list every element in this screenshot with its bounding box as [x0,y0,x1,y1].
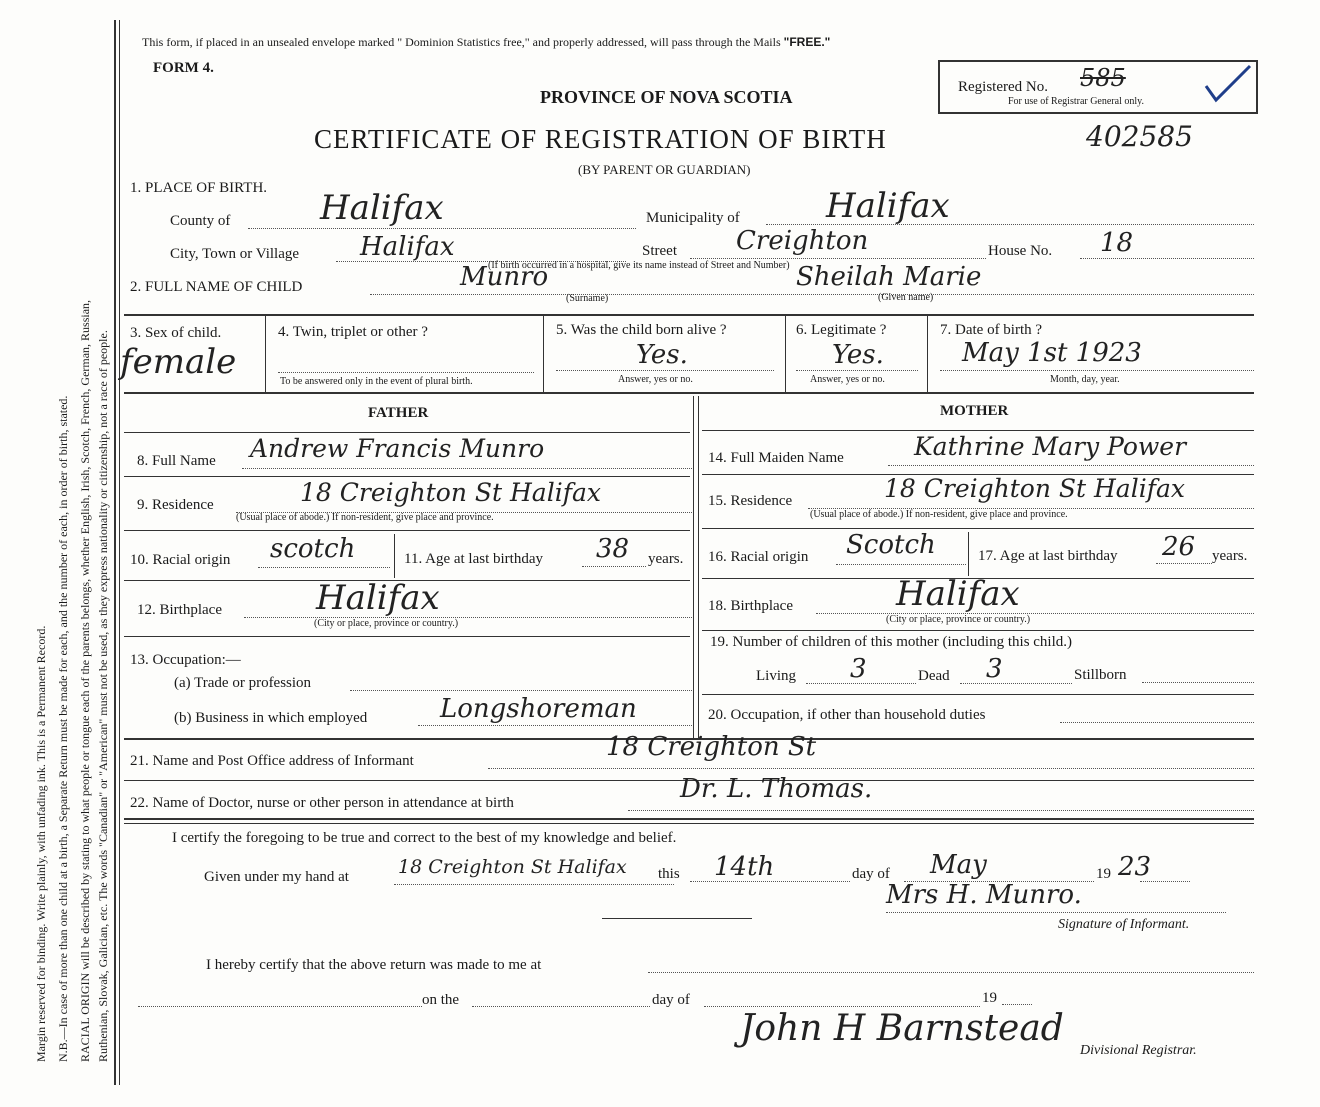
county-line [248,228,636,229]
mother-residence-value: 18 Creighton St Halifax [884,474,1185,503]
doctor-value: Dr. L. Thomas. [680,774,873,804]
mother-name-label: 14. Full Maiden Name [708,450,844,466]
margin-note-binding: Margin reserved for binding. Write plainly, with unfading ink. This is a Permanent Record. [34,625,48,1062]
born-alive-label: 5. Was the child born alive ? [556,322,727,338]
dead-label: Dead [918,668,950,684]
mail-notice-free: "FREE." [783,35,831,49]
dob-value: May 1st 1923 [962,338,1142,368]
informant-signature-line [886,912,1226,913]
given-name-caption: (Given name) [878,292,934,303]
given-under-hand-label: Given under my hand at [204,869,349,885]
given-place-line [394,884,674,885]
mother-residence-caption: (Usual place of abode.) If non-resident, give place and province. [810,509,1068,520]
business-label: (b) Business in which employed [174,710,368,726]
father-residence-caption: (Usual place of abode.) If non-resident, give place and province. [236,512,494,523]
day-of-label: day of [852,866,890,882]
father-race-value: scotch [270,534,356,564]
father-age-line [582,566,646,567]
rule-row-9 [124,530,690,531]
father-age-value: 38 [596,534,630,564]
legitimate-label: 6. Legitimate ? [796,322,887,338]
rule-mother-heading [702,430,1254,431]
mail-notice-text: This form, if placed in an unsealed envelope marked " Dominion Statistics free," and properly addressed, will pass through the Mails [142,35,781,49]
rule-row-3-bottom [124,392,1254,394]
mail-notice [142,35,830,50]
dob-caption: Month, day, year. [1050,374,1120,385]
doctor-line [628,810,1254,811]
doctor-label: 22. Name of Doctor, nurse or other person in attendance at birth [130,795,514,811]
mother-age-value: 26 [1162,532,1196,562]
informant-line [488,768,1254,769]
rule-row-8 [124,476,690,477]
place-of-birth-label: 1. PLACE OF BIRTH. [130,180,268,196]
child-given-name-value: Sheilah Marie [796,262,982,292]
rule-col-twin [543,316,544,392]
rule-signature-left [602,918,752,919]
rule-row-15 [702,528,1254,529]
rule-row-22-double [124,823,1254,824]
registrar-signature-caption: Divisional Registrar. [1080,1043,1197,1058]
mother-race-label: 16. Racial origin [708,549,809,565]
registrar-place-line [648,972,1254,973]
street-line [690,258,986,259]
house-number-line [1080,258,1254,259]
certificate-number: 402585 [1086,120,1193,153]
rule-row-3-top [124,314,1254,316]
checkmark-icon [1202,64,1254,104]
rule-father-heading [124,432,690,433]
rule-father-race [394,534,395,578]
county-label: County of [170,213,231,229]
business-value: Longshoreman [440,694,637,724]
mother-age-line [1156,563,1212,564]
province-heading: PROVINCE OF NOVA SCOTIA [540,87,793,107]
twin-note: To be answered only in the event of plural birth. [280,376,473,387]
this-label: this [658,866,680,882]
twin-label: 4. Twin, triplet or other ? [278,324,428,340]
informant-signature: Mrs H. Munro. [886,880,1082,910]
registered-number-box [938,60,1258,114]
municipality-value: Halifax [826,186,950,226]
form-number: FORM 4. [153,60,214,76]
mother-occupation-line [1060,722,1254,723]
father-residence-value: 18 Creighton St Halifax [300,478,601,507]
father-birthplace-value: Halifax [316,578,440,618]
born-alive-caption: Answer, yes or no. [618,374,693,385]
registrar-day-line [472,1006,650,1007]
rule-mother-race [968,532,969,576]
registrar-year-line [1002,1004,1032,1005]
mother-heading: MOTHER [940,403,1009,419]
street-value: Creighton [736,226,869,256]
mother-name-line [888,465,1254,466]
informant-value: 18 Creighton St [606,732,817,762]
on-the-label: on the [422,992,460,1008]
hospital-note: (If birth occurred in a hospital, give its name instead of Street and Number) [488,260,790,271]
mother-age-label: 17. Age at last birthday [978,548,1118,564]
legitimate-value: Yes. [832,340,884,370]
rule-col-legit [927,316,928,392]
year-value: 23 [1118,852,1152,882]
mother-race-value: Scotch [846,530,936,560]
registrar-year-prefix: 19 [982,990,997,1006]
living-value: 3 [850,654,867,684]
registrar-month-line [704,1006,980,1007]
father-birthplace-label: 12. Birthplace [137,602,222,618]
mother-birthplace-value: Halifax [896,574,1020,614]
margin-note-racial-origin-2: Ruthenian, Slovak, Galician, etc. The words "Canadian" or "American" must not be used, as they express nationality or citizenship, not a race of people. [96,330,110,1062]
year-line [1140,881,1190,882]
child-surname-value: Munro [460,262,549,292]
business-line [418,725,692,726]
rule-row-12 [124,636,690,637]
rule-col-alive [785,316,786,392]
county-value: Halifax [320,188,444,228]
legitimate-caption: Answer, yes or no. [810,374,885,385]
father-heading: FATHER [368,405,429,421]
father-age-label: 11. Age at last birthday [404,551,543,567]
mother-age-unit: years. [1212,548,1248,564]
father-race-label: 10. Racial origin [130,552,231,568]
dob-line [940,370,1254,371]
rule-parents-divider-2 [698,396,699,740]
sex-label: 3. Sex of child. [130,325,222,341]
registrar-place-line-2 [138,1006,422,1007]
father-birthplace-caption: (City or place, province or country.) [314,618,459,629]
stillborn-line [1142,682,1254,683]
mother-birthplace-caption: (City or place, province or country.) [886,614,1031,625]
registrar-signature: John H Barnstead [740,1008,1064,1049]
father-age-unit: years. [648,551,684,567]
certificate-title: CERTIFICATE OF REGISTRATION OF BIRTH [314,124,887,154]
rule-row-18 [702,630,1254,631]
registrar-day-of-label: day of [652,992,690,1008]
child-name-label: 2. FULL NAME OF CHILD [130,279,303,295]
given-place-value: 18 Creighton St Halifax [398,856,627,878]
house-number-value: 18 [1100,228,1134,258]
born-alive-line [556,370,774,371]
mother-residence-label: 15. Residence [708,493,793,509]
father-residence-label: 9. Residence [137,497,214,513]
rule-row-22 [124,818,1254,820]
trade-line [350,690,692,691]
father-race-line [258,567,390,568]
registered-value: 585 [1080,64,1126,92]
dob-label: 7. Date of birth ? [940,322,1043,338]
children-count-label: 19. Number of children of this mother (including this child.) [710,634,1073,650]
mother-name-value: Kathrine Mary Power [914,432,1187,461]
year-prefix: 19 [1096,866,1111,882]
rule-row-19 [702,694,1254,695]
margin-rule [114,20,116,1085]
margin-rule-inner [119,20,120,1085]
father-birthplace-line [244,617,692,618]
surname-caption: (Surname) [566,293,609,304]
rule-col-sex [265,316,266,392]
city-label: City, Town or Village [170,246,300,262]
mother-birthplace-line [816,613,1254,614]
born-alive-value: Yes. [636,340,688,370]
father-name-line [242,468,692,469]
dead-line [960,683,1072,684]
sex-value: female [120,342,237,382]
living-label: Living [756,668,796,684]
mother-race-line [836,564,966,565]
rule-parents-divider [693,396,694,740]
month-value: May [930,850,987,880]
trade-label: (a) Trade or profession [174,675,312,691]
father-occupation-label: 13. Occupation:— [130,652,241,668]
margin-note-racial-origin: RACIAL ORIGIN will be described by stating to what people or tongue each of the parents belongs, whether English, Irish, Scotch, French, German, Russian, [78,299,92,1062]
certification-statement: I certify the foregoing to be true and correct to the best of my knowledge and belief. [172,830,677,846]
registrar-use-note: For use of Registrar General only. [1008,96,1144,107]
margin-note-multiple-births: N.B.—In case of more than one child at a birth, a Separate Return must be made for each, and the number of each, in order of birth, stated. [56,395,70,1062]
street-label: Street [642,243,677,259]
informant-signature-caption: Signature of Informant. [1058,917,1190,932]
stillborn-label: Stillborn [1074,667,1127,683]
informant-label: 21. Name and Post Office address of Informant [130,753,414,769]
child-name-line [370,294,1254,295]
house-number-label: House No. [988,243,1053,259]
municipality-label: Municipality of [646,210,740,226]
legitimate-line [796,370,918,371]
registered-label: Registered No. [958,79,1048,95]
mother-birthplace-label: 18. Birthplace [708,598,793,614]
father-name-value: Andrew Francis Munro [250,434,545,463]
registrar-statement: I hereby certify that the above return was made to me at [206,957,542,973]
certificate-subtitle: (BY PARENT OR GUARDIAN) [578,162,751,177]
mother-occupation-label: 20. Occupation, if other than household duties [708,707,986,723]
city-value: Halifax [360,232,455,262]
day-value: 14th [714,852,775,882]
twin-line [278,372,534,373]
father-name-label: 8. Full Name [137,453,216,469]
dead-value: 3 [986,654,1003,684]
